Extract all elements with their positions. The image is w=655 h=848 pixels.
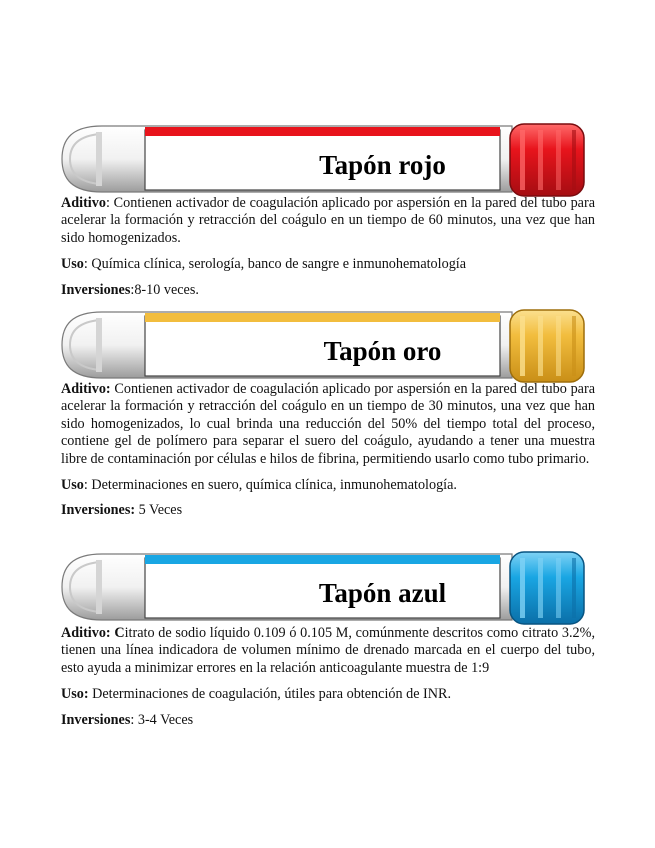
aditivo-paragraph — [61, 625, 595, 677]
inversiones-paragraph — [61, 502, 595, 519]
inversiones-text: 5 Veces — [135, 502, 183, 519]
aditivo-paragraph — [61, 195, 595, 247]
inversiones-label: Inversiones — [61, 281, 131, 298]
tube-gold-illustration — [60, 310, 590, 384]
aditivo-text: itrato de sodio líquido 0.109 ó 0.105 M, comúnmente descritos como citrato 3.2%, tienen una línea indicadora de volumen mínimo de drenado marcada en el cuerpo del tubo, esto ayuda a minimizar errores en la relación anticoagulante muestra de 1:9 — [61, 625, 595, 676]
aditivo-label: Aditivo: — [61, 381, 111, 397]
tube-red-illustration — [60, 124, 590, 198]
section-gold-description — [61, 381, 595, 520]
tube-blue-illustration — [60, 552, 590, 626]
uso-text: Determinaciones de coagulación, útiles para obtención de INR. — [88, 686, 452, 703]
aditivo-label: Aditivo: C — [61, 625, 125, 641]
tube-title: Tapón rojo — [319, 149, 446, 180]
aditivo-paragraph — [61, 381, 595, 468]
uso-paragraph — [61, 686, 595, 703]
tube-title: Tapón azul — [318, 577, 447, 608]
uso-paragraph — [61, 256, 595, 273]
inversiones-text: :8-10 veces. — [130, 281, 199, 298]
uso-text: : Química clínica, serología, banco de sangre e inmunohematología — [83, 256, 467, 273]
uso-label: Uso — [61, 477, 84, 494]
aditivo-label: Aditivo — [61, 195, 106, 211]
aditivo-text: : Contienen activador de coagulación aplicado por aspersión en la pared del tubo para acelerar la formación y retracción del coágulo en un tiempo de 60 minutos, una vez que han sido homogenizados. — [61, 195, 595, 246]
aditivo-text: Contienen activador de coagulación aplicado por aspersión en la pared del tubo para acelerar la formación y retracción del coágulo en un tiempo de 30 minutos, una vez que han sido homogenizados, lo cual brinda una reducción del 50% del tiempo total del proceso, contiene gel de polímero para separar el suero del coágulo, ayudando a tener una muestra libre de contaminación por células e hilos de fibrina, permitiendo usarlo como tubo primario. — [61, 381, 595, 467]
uso-label: Uso: — [61, 686, 89, 703]
inversiones-label: Inversiones: — [61, 502, 136, 519]
inversiones-paragraph — [61, 282, 595, 299]
tube-title: Tapón oro — [323, 335, 442, 366]
section-red-description — [61, 195, 595, 299]
uso-label: Uso — [61, 256, 84, 273]
inversiones-paragraph — [61, 712, 595, 729]
uso-text: : Determinaciones en suero, química clínica, inmunohematología. — [83, 477, 457, 494]
uso-paragraph — [61, 477, 595, 494]
inversiones-label: Inversiones — [61, 711, 131, 728]
inversiones-text: : 3-4 Veces — [130, 711, 194, 728]
section-blue-description — [61, 625, 595, 729]
